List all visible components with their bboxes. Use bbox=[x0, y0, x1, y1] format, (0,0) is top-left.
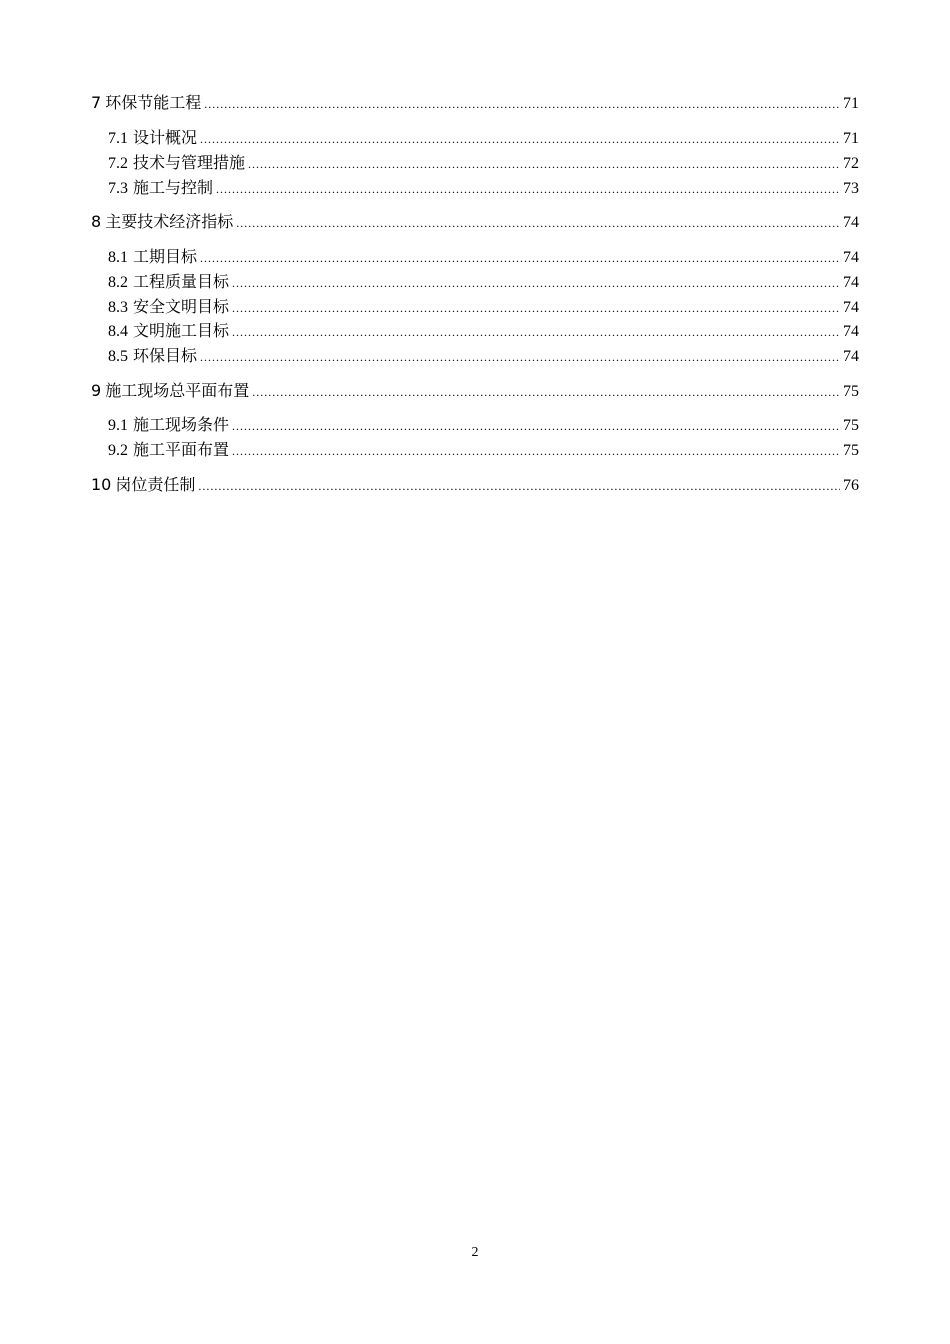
toc-entry-number: 7.3 bbox=[108, 180, 128, 197]
toc-entry[interactable] bbox=[108, 320, 859, 342]
toc-entry[interactable] bbox=[108, 246, 859, 268]
toc-leader-dots bbox=[200, 247, 840, 269]
toc-entry-number: 7 bbox=[91, 93, 102, 112]
toc-entry-page: 75 bbox=[843, 442, 859, 459]
toc-entry-number: 7.2 bbox=[108, 155, 128, 172]
toc-entry-title: 环保节能工程 bbox=[105, 93, 202, 112]
toc-leader-dots bbox=[232, 415, 840, 437]
toc-entry[interactable] bbox=[91, 92, 859, 114]
toc-entry-page: 74 bbox=[843, 214, 859, 231]
toc-leader-dots bbox=[204, 93, 840, 115]
toc-entry-page: 76 bbox=[843, 477, 859, 494]
toc-entry[interactable] bbox=[91, 380, 859, 402]
toc-entry-number: 8 bbox=[91, 212, 102, 231]
toc-entry-title: 设计概况 bbox=[133, 128, 198, 147]
toc-entry-page: 74 bbox=[843, 274, 859, 291]
toc-entry-title: 环保目标 bbox=[133, 346, 198, 365]
toc-entry-number: 8.5 bbox=[108, 348, 128, 365]
toc-entry-title: 施工平面布置 bbox=[133, 440, 230, 459]
toc-entry[interactable] bbox=[108, 152, 859, 174]
toc-entry[interactable] bbox=[108, 127, 859, 149]
toc-entry-title: 技术与管理措施 bbox=[133, 153, 246, 172]
toc-leader-dots bbox=[200, 346, 840, 368]
toc-entry-title: 施工与控制 bbox=[133, 178, 214, 197]
toc-entry-number: 9.2 bbox=[108, 442, 128, 459]
toc-entry[interactable] bbox=[108, 345, 859, 367]
toc-entry-number: 10 bbox=[91, 475, 112, 494]
toc-leader-dots bbox=[252, 381, 840, 403]
toc-entry-page: 74 bbox=[843, 323, 859, 340]
toc-entry-number: 9.1 bbox=[108, 417, 128, 434]
toc-entry-title: 主要技术经济指标 bbox=[105, 212, 234, 231]
toc-entry[interactable] bbox=[91, 211, 859, 233]
toc-entry-title: 文明施工目标 bbox=[133, 321, 230, 340]
toc-entry-page: 71 bbox=[843, 130, 859, 147]
toc-entry-page: 74 bbox=[843, 348, 859, 365]
toc-leader-dots bbox=[216, 178, 840, 200]
toc-entry-title: 施工现场总平面布置 bbox=[105, 381, 250, 400]
toc-entry-page: 72 bbox=[843, 155, 859, 172]
toc-leader-dots bbox=[198, 475, 840, 497]
toc-leader-dots bbox=[200, 128, 840, 150]
toc-entry-page: 74 bbox=[843, 299, 859, 316]
page-number: 2 bbox=[471, 1245, 479, 1260]
toc-entry-page: 71 bbox=[843, 95, 859, 112]
toc-entry[interactable] bbox=[108, 177, 859, 199]
toc-entry-title: 施工现场条件 bbox=[133, 415, 230, 434]
toc-entry-number: 8.3 bbox=[108, 299, 128, 316]
toc-entry-page: 73 bbox=[843, 180, 859, 197]
toc-entry-title: 工期目标 bbox=[133, 247, 198, 266]
toc-entry-title: 安全文明目标 bbox=[133, 297, 230, 316]
toc-entry[interactable] bbox=[108, 296, 859, 318]
toc-entry-page: 74 bbox=[843, 249, 859, 266]
toc-entry-number: 8.1 bbox=[108, 249, 128, 266]
toc-entry[interactable] bbox=[108, 414, 859, 436]
toc-entry-title: 岗位责任制 bbox=[115, 475, 196, 494]
toc-leader-dots bbox=[232, 440, 840, 462]
toc-entry-number: 8.2 bbox=[108, 274, 128, 291]
toc-entry-number: 8.4 bbox=[108, 323, 128, 340]
toc-entry-page: 75 bbox=[843, 383, 859, 400]
toc-entry[interactable] bbox=[91, 474, 859, 496]
toc-entry-title: 工程质量目标 bbox=[133, 272, 230, 291]
toc-leader-dots bbox=[232, 272, 840, 294]
toc-leader-dots bbox=[232, 321, 840, 343]
toc-entry[interactable] bbox=[108, 271, 859, 293]
toc-entry[interactable] bbox=[108, 439, 859, 461]
toc-entry-page: 75 bbox=[843, 417, 859, 434]
toc-entry-number: 7.1 bbox=[108, 130, 128, 147]
toc-leader-dots bbox=[248, 153, 840, 175]
toc-leader-dots bbox=[236, 212, 840, 234]
toc-leader-dots bbox=[232, 297, 840, 319]
toc-entry-number: 9 bbox=[91, 381, 102, 400]
